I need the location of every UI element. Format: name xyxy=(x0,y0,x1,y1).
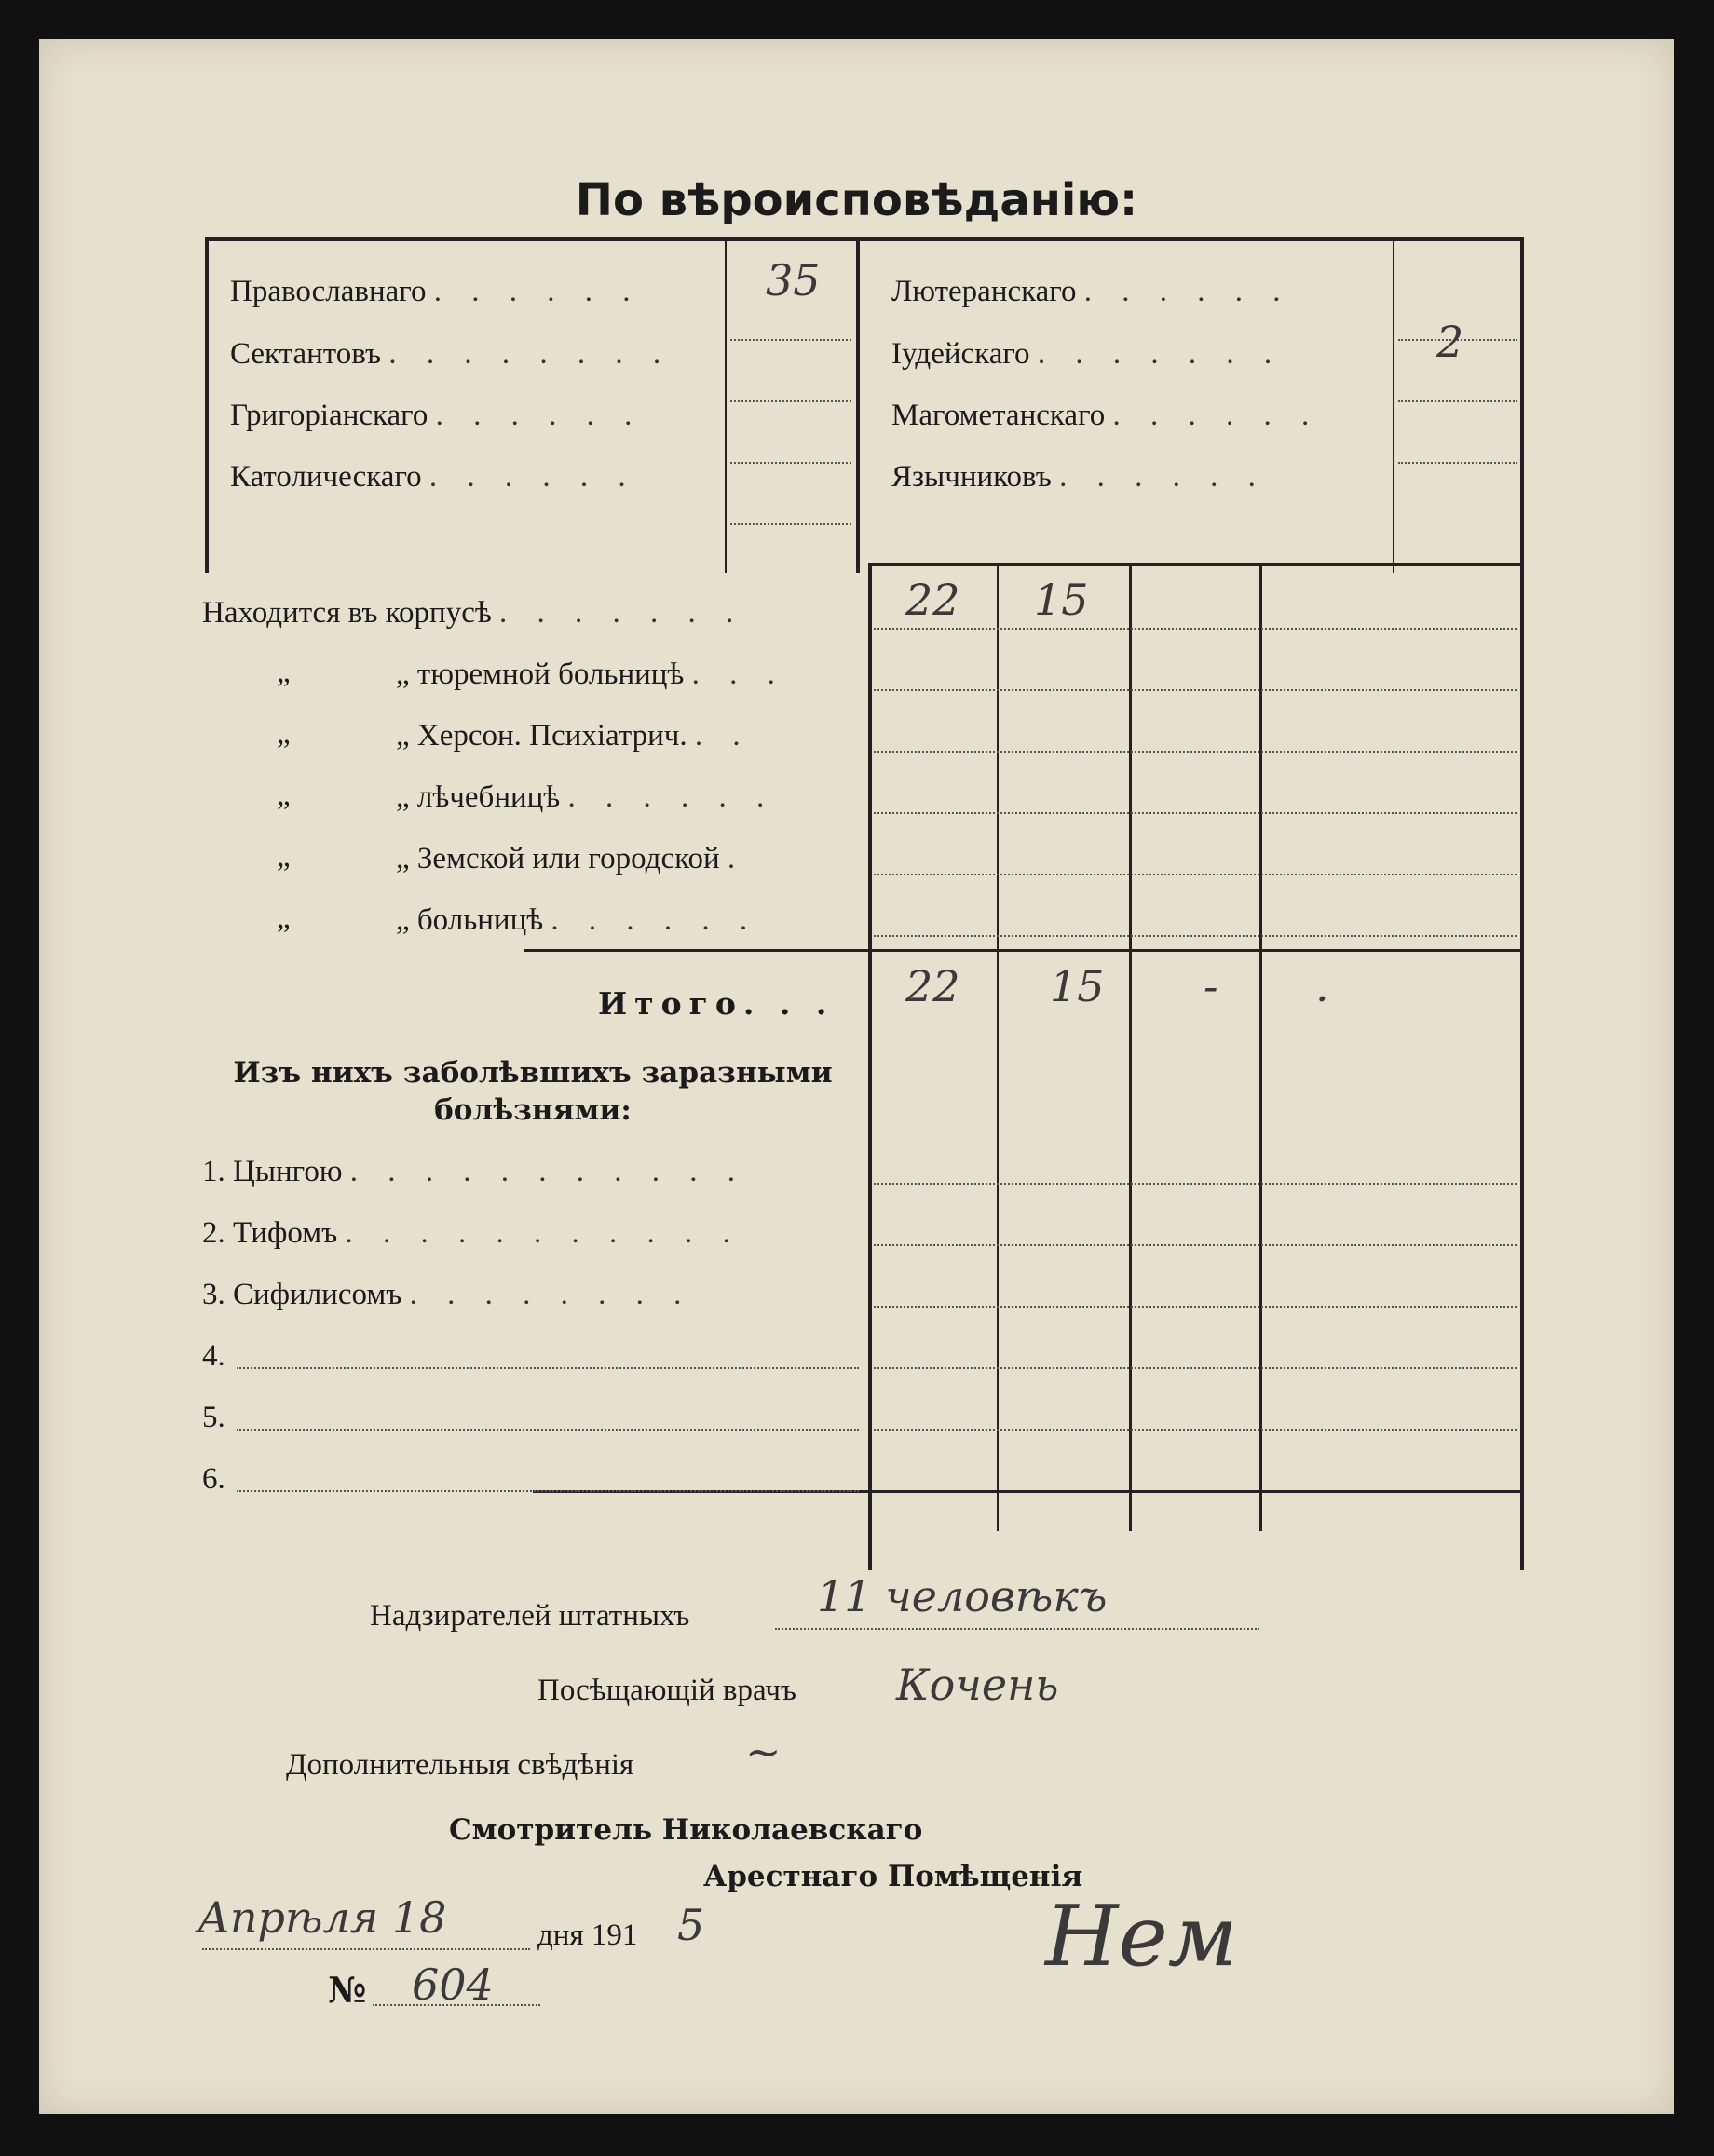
religion-row-muslim: Магометанскаго . . . . . . xyxy=(891,399,1321,432)
religion-col-divider xyxy=(725,237,727,573)
location-ditto-mark: „ xyxy=(277,717,291,751)
location-row-clinic: „ лѣчебницѣ . . . . . . xyxy=(396,780,776,814)
table-dotline xyxy=(874,1429,1517,1431)
year-handwritten: 5 xyxy=(677,1900,705,1950)
guards-dotline xyxy=(775,1628,1259,1630)
page-title: По вѣроисповѣданію: xyxy=(575,174,1138,226)
disease-row-6: 6. xyxy=(202,1462,225,1496)
table-dotline xyxy=(874,812,1517,814)
table-dotline xyxy=(874,1306,1517,1308)
religion-row-orthodox: Православнаго . . . . . . xyxy=(230,275,642,308)
disease-blank-line xyxy=(237,1490,859,1492)
table-dotline xyxy=(874,751,1517,753)
location-value-building-1: 22 xyxy=(905,575,960,625)
religion-col-divider-right xyxy=(1393,237,1394,573)
table-dotline xyxy=(874,1244,1517,1246)
location-col-rule-2 xyxy=(997,563,999,1531)
signer-title-line1: Смотритель Николаевскаго xyxy=(449,1813,923,1847)
extra-info-value: ~ xyxy=(745,1727,782,1777)
document-page xyxy=(39,39,1674,2114)
signature: Нем xyxy=(1045,1888,1238,1986)
disease-blank-line xyxy=(237,1367,859,1369)
signer-title-line2: Арестнаго Помѣщенія xyxy=(703,1860,1083,1893)
location-row-kherson-psych: „ Херсон. Психіатрич. . . xyxy=(396,719,752,753)
location-row-hospital: „ больницѣ . . . . . . xyxy=(396,903,759,937)
disease-row-5: 5. xyxy=(202,1401,225,1434)
total-value-1: 22 xyxy=(905,961,960,1011)
location-table-right-rule xyxy=(1520,563,1524,1570)
location-ditto-mark: „ xyxy=(277,779,291,812)
extra-info-label: Дополнительныя свѣдѣнія xyxy=(286,1748,634,1782)
doctor-value: Кочень xyxy=(896,1660,1059,1710)
table-dotline xyxy=(874,1367,1517,1369)
table-dotline xyxy=(874,874,1517,875)
religion-dotline xyxy=(730,400,851,402)
table-dotline xyxy=(874,689,1517,691)
religion-dotline xyxy=(730,339,851,341)
location-table-top-rule xyxy=(868,563,1523,566)
location-ditto-mark: „ xyxy=(277,656,291,689)
religion-center-rule xyxy=(856,237,860,573)
doctor-label: Посѣщающій врачъ xyxy=(537,1674,796,1707)
date-handwritten: Апрѣля 18 xyxy=(197,1892,447,1943)
date-dotline xyxy=(202,1948,530,1950)
religion-dotline xyxy=(730,462,851,464)
disease-blank-line xyxy=(237,1429,859,1431)
location-ditto-mark: „ xyxy=(277,902,291,935)
total-value-3: - xyxy=(1204,961,1218,1011)
guards-value: 11 человѣкъ xyxy=(817,1571,1108,1621)
table-dotline xyxy=(874,1183,1517,1185)
guards-label: Надзирателей штатныхъ xyxy=(370,1599,690,1633)
disease-row-syphilis: 3. Сифилисомъ . . . . . . . . xyxy=(202,1278,693,1311)
religion-dotline xyxy=(1398,462,1517,464)
religion-row-jewish: Іудейскаго . . . . . . . xyxy=(891,337,1284,371)
table-dotline xyxy=(874,935,1517,937)
disease-row-4: 4. xyxy=(202,1339,225,1373)
total-value-4: . xyxy=(1315,961,1329,1011)
religion-table-right-rule xyxy=(1520,237,1524,573)
location-subtotal-rule xyxy=(524,949,1523,952)
location-row-building: Находится въ корпусѣ . . . . . . . xyxy=(202,596,745,630)
religion-row-catholic: Католическаго . . . . . . xyxy=(230,460,637,494)
location-row-prison-hospital: „ тюремной больницѣ . . . xyxy=(396,658,786,691)
location-col-rule-4 xyxy=(1259,563,1262,1531)
date-printed: дня 191 xyxy=(537,1919,638,1952)
religion-dotline xyxy=(1398,400,1517,402)
diseases-heading-line2: болѣзнями: xyxy=(434,1093,632,1127)
religion-value-orthodox: 35 xyxy=(766,255,821,305)
diseases-heading-line1: Изъ нихъ заболѣвшихъ заразными xyxy=(233,1056,833,1090)
table-dotline xyxy=(874,628,1517,630)
religion-table-top-rule xyxy=(205,237,1523,241)
religion-dotline xyxy=(730,523,851,525)
location-col-rule-3 xyxy=(1129,563,1132,1531)
religion-value-jewish: 2 xyxy=(1436,317,1464,367)
total-value-2: 15 xyxy=(1050,961,1105,1011)
total-label: Итого. . . xyxy=(598,985,835,1022)
number-value: 604 xyxy=(412,1959,494,2010)
religion-row-sectarian: Сектантовъ . . . . . . . . xyxy=(230,337,673,371)
religion-row-gregorian: Григоріанскаго . . . . . . xyxy=(230,399,644,432)
location-value-building-2: 15 xyxy=(1034,575,1089,625)
religion-table-left-rule xyxy=(205,237,209,573)
religion-row-lutheran: Лютеранскаго . . . . . . xyxy=(891,275,1292,308)
religion-row-pagan: Язычниковъ . . . . . . xyxy=(891,460,1267,494)
disease-row-typhus: 2. Тифомъ . . . . . . . . . . . xyxy=(202,1216,741,1250)
number-label: № xyxy=(328,1969,367,2011)
location-ditto-mark: „ xyxy=(277,840,291,874)
disease-row-scurvy: 1. Цынгою . . . . . . . . . . . xyxy=(202,1155,747,1188)
location-row-zemstvo: „ Земской или городской . xyxy=(396,842,747,875)
